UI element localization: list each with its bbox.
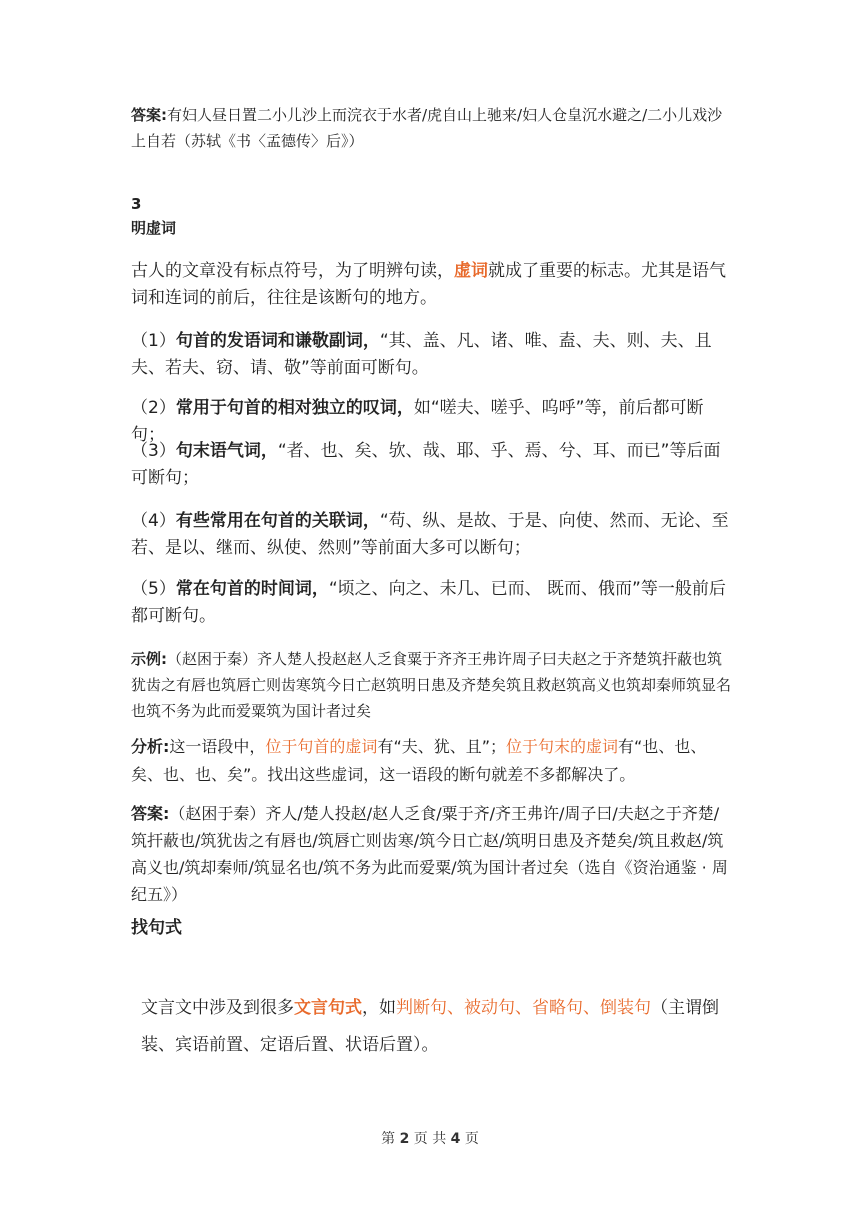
intro-highlight: 虚词 [454, 261, 488, 281]
answer-text: （赵困于秦）齐人/楚人投赵/赵人乏食/粟于齐/齐王弗许/周子曰/夫赵之于齐楚/筑扞蔽也/筑犹齿之有唇也/筑唇亡则齿寒/筑今日亡赵/筑明日患及齐楚矣/筑且救赵/筑高义也/筑却秦师/筑显名也/筑不务为此而爱粟/筑为国计者过矣（选自《资治通鉴 · 周纪五》） [131, 804, 728, 904]
footer-page-number: 2 [399, 1131, 410, 1147]
answer-label: 答案: [131, 106, 167, 124]
section-number: 3 [131, 195, 142, 213]
footer-text: 第 [381, 1131, 396, 1147]
page-footer [0, 1128, 860, 1148]
analysis-text: 有“也、也、矣、也、也、矣”。找出这些虚词，这一语段的断句就差不多都解决了。 [131, 737, 707, 784]
rule-number: （4） [131, 511, 176, 531]
rule-heading: 句首的发语词和谦敬副词， [175, 331, 380, 351]
footer-text: 页 共 [413, 1131, 447, 1147]
rule-heading: 常在句首的时间词， [175, 579, 329, 599]
rule-item-1 [131, 328, 731, 382]
answer-text: 有妇人昼日置二小儿沙上而浣衣于水者/虎自山上驰来/妇人仓皇沉水避之/二小儿戏沙上自若（苏轼《书〈孟德传〉后》） [131, 106, 723, 150]
sentence-text: ，如 [362, 998, 396, 1018]
intro-text-after: 就成了重要的标志。尤其是语气词和连词的前后，往往是该断句的地方。 [131, 261, 726, 308]
footer-text: 页 [464, 1131, 479, 1147]
sentence-highlight-term: 文言句式 [294, 998, 362, 1018]
example-text: （赵困于秦）齐人楚人投赵赵人乏食粟于齐齐王弗许周子曰夫赵之于齐楚筑扞蔽也筑犹齿之有唇也筑唇亡则齿寒筑今日亡赵筑明日患及齐楚矣筑且救赵筑高义也筑却秦师筑显名也筑不务为此而爱粟筑为国计者过矣 [131, 650, 732, 720]
footer-total-pages: 4 [450, 1131, 461, 1147]
find-sentence-title: 找句式 [131, 918, 182, 938]
sentence-text: （主谓倒装、宾语前置、定语后置、状语后置）。 [141, 998, 719, 1055]
rule-item-5 [131, 576, 731, 630]
rule-item-4 [131, 508, 731, 562]
sentence-highlight-types: 判断句、被动句、省略句、倒装句 [396, 998, 651, 1018]
example-paragraph [131, 646, 731, 724]
analysis-text: 有“夫、犹、且”； [377, 737, 507, 756]
sentence-pattern-paragraph [141, 990, 741, 1064]
analysis-highlight-end: 位于句末的虚词 [506, 737, 619, 756]
section-title: 明虚词 [131, 219, 177, 237]
rule-text: “苟、纵、是故、于是、向使、然而、无论、至若、是以、继而、纵使、然则”等前面大多可以断句； [131, 511, 729, 558]
analysis-paragraph [131, 733, 731, 789]
sentence-text: 文言文中涉及到很多 [141, 998, 294, 1018]
example-label: 示例: [131, 650, 167, 668]
answer-paragraph-2 [131, 800, 731, 908]
analysis-text: 这一语段中， [169, 737, 266, 756]
rule-number: （5） [131, 579, 176, 599]
rule-text: “者、也、矣、欤、哉、耶、乎、焉、兮、耳、而已”等后面可断句； [131, 441, 721, 488]
rule-text: “顷之、向之、未几、已而、 既而、俄而”等一般前后都可断句。 [131, 579, 726, 626]
intro-text-before: 古人的文章没有标点符号，为了明辨句读， [131, 261, 454, 281]
rule-number: （1） [131, 331, 176, 351]
rule-heading: 常用于句首的相对独立的叹词， [175, 398, 414, 418]
rule-number: （3） [131, 441, 176, 461]
rule-text: “其、盖、凡、诸、唯、盍、夫、则、夫、且夫、若夫、窃、请、敬”等前面可断句。 [131, 331, 712, 378]
rule-text: 如“嗟夫、嗟乎、呜呼”等，前后都可断句； [131, 398, 704, 445]
answer-paragraph-1 [131, 102, 731, 154]
analysis-highlight-start: 位于句首的虚词 [265, 737, 378, 756]
rule-heading: 有些常用在句首的关联词， [175, 511, 380, 531]
analysis-label: 分析: [131, 737, 170, 756]
answer-label: 答案: [131, 804, 170, 823]
rule-item-3 [131, 438, 731, 492]
intro-paragraph [131, 258, 731, 312]
rule-number: （2） [131, 398, 176, 418]
rule-heading: 句末语气词， [175, 441, 278, 461]
